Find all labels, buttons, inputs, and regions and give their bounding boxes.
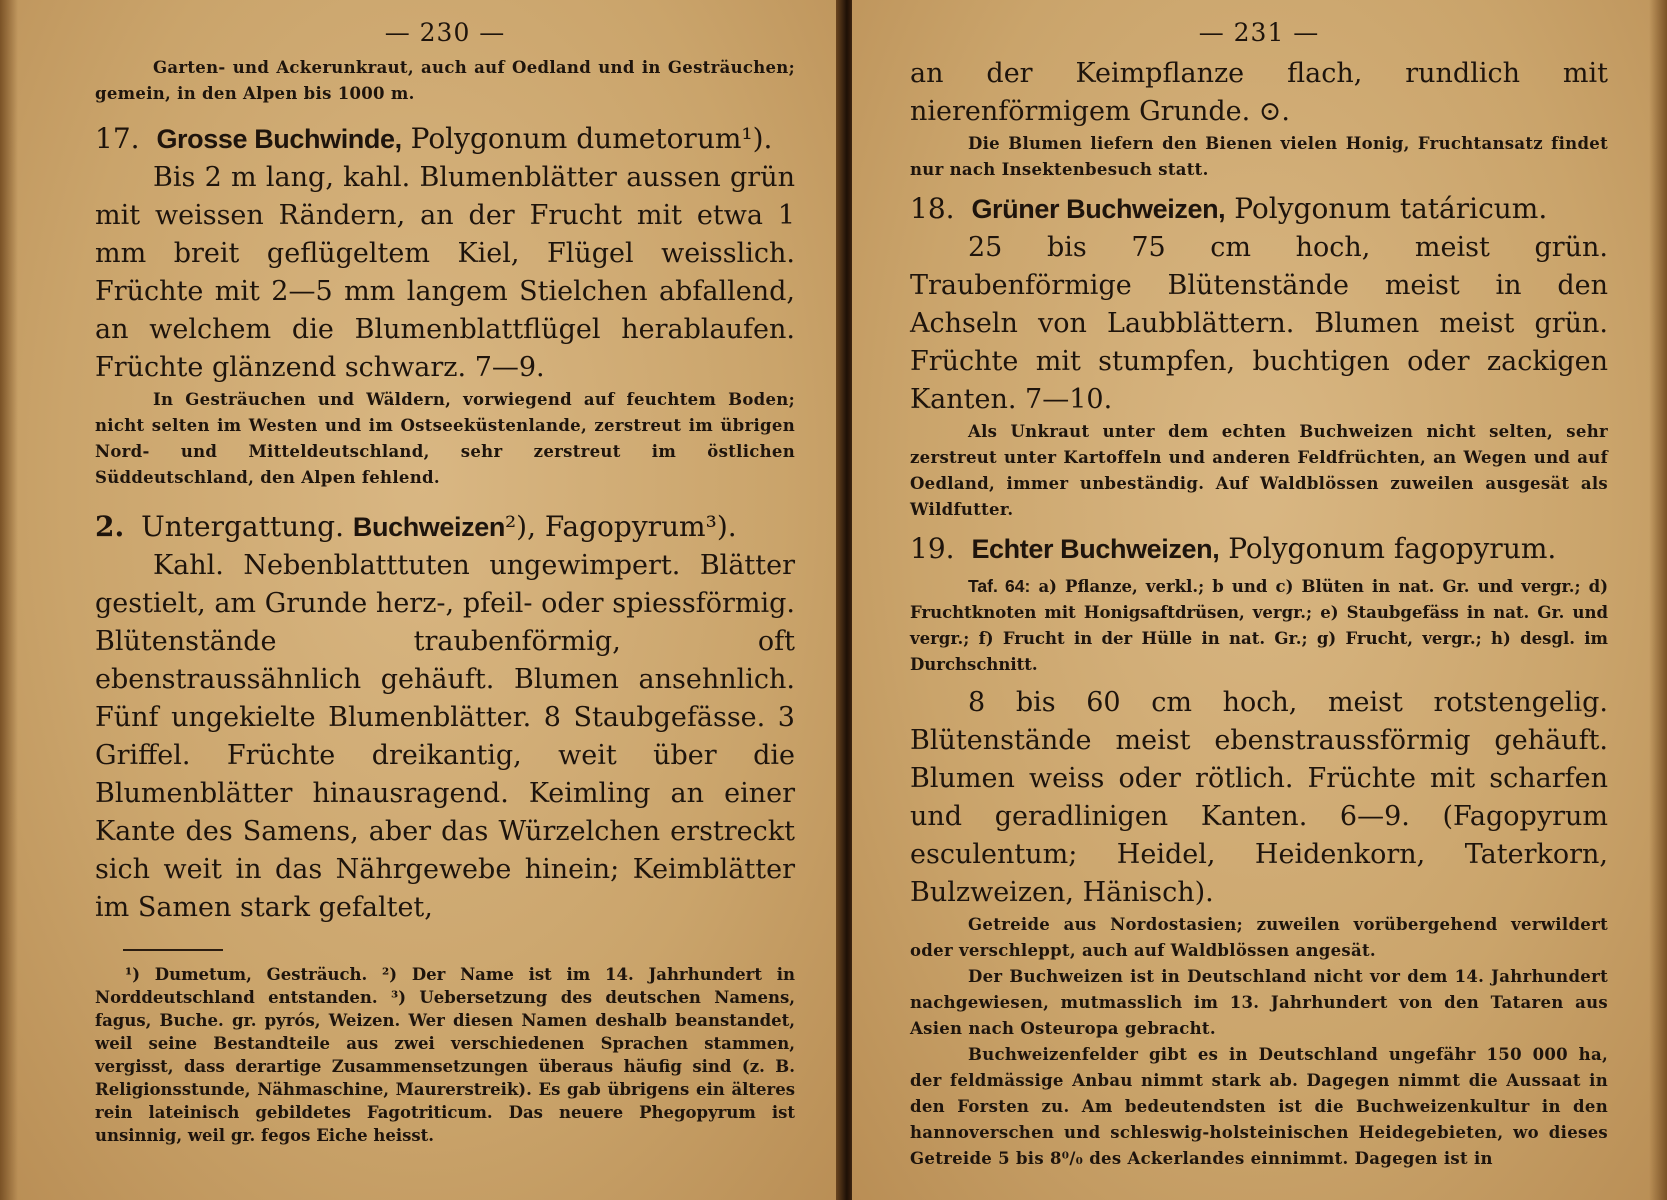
species-latin: Polygonum tatáricum. [1234, 192, 1548, 225]
subgenus-latin: ²), Fagopyrum³). [504, 510, 737, 543]
left-column [95, 18, 795, 1147]
habitat-text: Getreide aus Nordostasien; zuweilen vorübergehend verwildert oder verschleppt, auch auf Waldblössen angesät. [910, 915, 1608, 960]
species-description: 25 bis 75 cm hoch, meist grün. Traubenförmige Blütenstände meist in den Achseln von Laubblättern. Blumen meist grün. Früchte mit stumpfen, buchtigen oder zackigen Kanten. 7—10. [910, 232, 1608, 415]
habitat-text: Als Unkraut unter dem echten Buchweizen nicht selten, sehr zerstreut unter Kartoffeln und anderen Feldfrüchten, an Wegen und auf Oedland, immer unbeständig. Auf Waldblössen zuweilen ausgesät als Wildfutter. [910, 422, 1608, 519]
history-note: Der Buchweizen ist in Deutschland nicht vor dem 14. Jahrhundert nachgewiesen, mutmasslich im 13. Jahrhundert von den Tataren aus Asien nach Osteuropa gebracht. [910, 967, 1608, 1038]
subgenus-heading [95, 507, 795, 547]
footnote-text: ¹) Dumetum, Gesträuch. ²) Der Name ist im 14. Jahrhundert in Norddeutschland entstanden. ³) Uebersetzung des deutschen Namens, fagus, Buche. gr. pyrós, Weizen. Wer diesen Namen deshalb beanstandet, weil seine Bestandteile aus zwei verschiedenen Sprachen stammen, vergisst, dass derartige Zusammensetzungen überaus häufig sind (z. B. Religionsstunde, Nähmaschine, Maurerstreik). Es gab übrigens ein älteres rein lateinisch gebildetes Fagotriticum. Das neuere Phegopyrum ist unsinnig, weil gr. fegos Eiche heisst. [95, 965, 795, 1145]
page-edge-shadow [1649, 0, 1667, 1200]
species-heading [910, 529, 1608, 569]
bees-note: Die Blumen liefern den Bienen vielen Honig, Fruchtansatz findet nur nach Insektenbesuch statt. [910, 134, 1608, 179]
species-name: Grosse Buchwinde, [156, 124, 402, 154]
continuation-text: an der Keimpflanze flach, rundlich mit nierenförmigem Grunde. ⊙. [910, 58, 1608, 127]
subgenus-name: Buchweizen [352, 512, 505, 542]
habitat-text: Garten- und Ackerunkraut, auch auf Oedland und in Gesträuchen; gemein, in den Alpen bis 1000 m. [95, 58, 795, 103]
species-description: Bis 2 m lang, kahl. Blumenblätter aussen grün mit weissen Rändern, an der Frucht mit etwa 1 mm breit geflügeltem Kiel, Flügel weisslich. Früchte mit 2—5 mm langem Stielchen abfallend, an welchem die Blumenblattflügel herablaufen. Früchte glänzend schwarz. 7—9. [95, 162, 795, 383]
right-page [852, 0, 1667, 1200]
habitat-text: In Gesträuchen und Wäldern, vorwiegend auf feuchtem Boden; nicht selten im Westen und im Ostseeküstenlande, zerstreut im übrigen Nord- und Mitteldeutschland, sehr zerstreut im östlichen Süddeutschland, den Alpen fehlend. [95, 390, 795, 487]
species-number: 18. [910, 192, 955, 225]
species-latin: Polygonum fagopyrum. [1228, 532, 1557, 565]
page-number: — 231 — [1198, 18, 1320, 47]
subgenus-label: Untergattung. [141, 510, 344, 543]
right-column [910, 18, 1608, 1172]
species-number: 17. [95, 122, 140, 155]
cultivation-note: Buchweizenfelder gibt es in Deutschland ungefähr 150 000 ha, der feldmässige Anbau nimmt stark ab. Dagegen nimmt die Aussaat in den Forsten zu. Am bedeutendsten ist die Buchweizenkultur in den hannoverschen und schleswig-holsteinischen Heidegebieten, wo dieses Getreide 5 bis 8⁰/₀ des Ackerlandes einnimmt. Dagegen ist in [910, 1045, 1608, 1168]
footnote-divider [123, 949, 223, 951]
subgenus-description: Kahl. Nebenblatttuten ungewimpert. Blätter gestielt, am Grunde herz-, pfeil- oder spiessförmig. Blütenstände traubenförmig, oft ebenstraussähnlich gehäuft. Blumen ansehnlich. Fünf ungekielte Blumenblätter. 8 Staubgefässe. 3 Griffel. Früchte dreikantig, weit über die Blumenblätter hinausragend. Keimling an einer Kante des Samens, aber das Würzelchen erstreckt sich weit in das Nährgewebe hinein; Keimblätter im Samen stark gefaltet, [95, 550, 795, 923]
page-number: — 230 — [384, 18, 506, 47]
species-heading [95, 119, 795, 159]
species-name: Grüner Buchweizen, [971, 194, 1226, 224]
subgenus-number: 2. [95, 510, 125, 543]
species-number: 19. [910, 532, 955, 565]
species-latin: Polygonum dumetorum¹). [410, 122, 773, 155]
species-heading [910, 189, 1608, 229]
plate-text: a) Pflanze, verkl.; b und c) Blüten in nat. Gr. und vergr.; d) Fruchtknoten mit Honigsaftdrüsen, vergr.; e) Staubgefäss in nat. Gr. und vergr.; f) Frucht in der Hülle in nat. Gr.; g) Frucht, vergr.; h) desgl. im Durchschnitt. [910, 577, 1609, 674]
page-edge-shadow [0, 0, 18, 1200]
plate-reference [910, 573, 1608, 678]
plate-label: Taf. 64: [968, 576, 1031, 596]
species-name: Echter Buchweizen, [971, 534, 1220, 564]
species-description: 8 bis 60 cm hoch, meist rotstengelig. Blütenstände meist ebenstraussförmig gehäuft. Blumen weiss oder rötlich. Früchte mit scharfen und geradlinigen Kanten. 6—9. (Fagopyrum esculentum; Heidel, Heidenkorn, Taterkorn, Bulzweizen, Hänisch). [910, 687, 1608, 908]
